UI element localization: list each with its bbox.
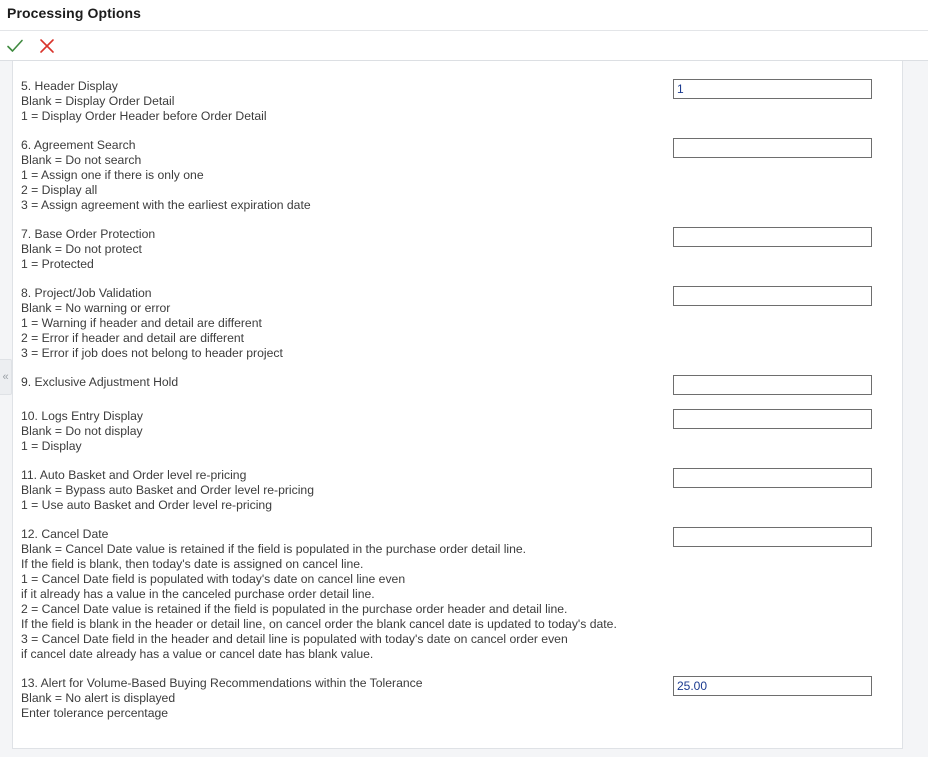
option-label-block (21, 375, 671, 390)
option-field-wrapper (673, 286, 872, 306)
option-description-line: 2 = Display all (21, 183, 98, 197)
form-toolbar (0, 31, 928, 61)
option-input-project-job-validation[interactable] (673, 286, 872, 306)
option-description-line: 1 = Assign one if there is only one (21, 168, 204, 182)
option-label-block (21, 286, 671, 361)
option-title: 11. Auto Basket and Order level re-pricing (21, 468, 247, 482)
window-titlebar (0, 0, 928, 31)
option-description-line: Blank = Do not search (21, 153, 142, 167)
option-description-line: 1 = Protected (21, 257, 94, 271)
option-description-line: 1 = Display (21, 439, 82, 453)
ok-button[interactable] (2, 33, 28, 59)
option-title: 12. Cancel Date (21, 527, 109, 541)
option-description-line: If the field is blank in the header or detail line, on cancel order the blank cancel date is updated to today's date. (21, 617, 617, 631)
option-description-line: 1 = Use auto Basket and Order level re-pricing (21, 498, 272, 512)
option-input-auto-basket-order-repricing[interactable] (673, 468, 872, 488)
option-label-block (21, 138, 671, 213)
option-label-block (21, 468, 671, 513)
option-field-wrapper (673, 138, 872, 158)
option-title: 7. Base Order Protection (21, 227, 156, 241)
option-input-logs-entry-display[interactable] (673, 409, 872, 429)
option-description-line: Blank = No alert is displayed (21, 691, 176, 705)
option-description-line: 2 = Error if header and detail are different (21, 331, 245, 345)
processing-option-row (13, 375, 903, 395)
option-description-line: Blank = Bypass auto Basket and Order level re-pricing (21, 483, 314, 497)
processing-option-row (13, 79, 903, 124)
option-description-line: If the field is blank, then today's date is assigned on cancel line. (21, 557, 364, 571)
option-description-line: 3 = Assign agreement with the earliest expiration date (21, 198, 311, 212)
option-label-block (21, 527, 671, 662)
cancel-button[interactable] (34, 33, 60, 59)
processing-options-form (13, 61, 903, 735)
option-title: 10. Logs Entry Display (21, 409, 143, 423)
option-description-line: if it already has a value in the canceled purchase order detail line. (21, 587, 375, 601)
option-description-line: Blank = No warning or error (21, 301, 171, 315)
option-field-wrapper (673, 227, 872, 247)
option-label-block (21, 409, 671, 454)
option-label-block (21, 227, 671, 272)
processing-option-row (13, 227, 903, 272)
option-field-wrapper (673, 527, 872, 547)
page-title: Processing Options (7, 5, 142, 21)
option-title: 8. Project/Job Validation (21, 286, 152, 300)
option-title: 13. Alert for Volume-Based Buying Recommendations within the Tolerance (21, 676, 423, 690)
chevron-double-left-icon: « (2, 370, 9, 383)
option-input-header-display[interactable] (673, 79, 872, 99)
option-label-block (21, 79, 671, 124)
option-description-line: 3 = Cancel Date field in the header and detail line is populated with today's date on cancel order even (21, 632, 568, 646)
processing-option-row (13, 138, 903, 213)
option-field-wrapper (673, 79, 872, 99)
processing-options-panel (12, 61, 903, 749)
option-description-line: Blank = Do not protect (21, 242, 142, 256)
option-input-exclusive-adjustment-hold[interactable] (673, 375, 872, 395)
option-description-line: 3 = Error if job does not belong to header project (21, 346, 283, 360)
processing-option-row (13, 409, 903, 454)
option-input-volume-based-buying-alert-tolerance[interactable] (673, 676, 872, 696)
option-description-line: Enter tolerance percentage (21, 706, 169, 720)
close-x-icon (37, 36, 57, 56)
processing-option-row (13, 468, 903, 513)
processing-option-row (13, 676, 903, 721)
option-description-line: 1 = Display Order Header before Order Detail (21, 109, 267, 123)
option-description-line: Blank = Display Order Detail (21, 94, 175, 108)
option-field-wrapper (673, 375, 872, 395)
option-title: 9. Exclusive Adjustment Hold (21, 375, 179, 389)
processing-option-row (13, 286, 903, 361)
option-input-agreement-search[interactable] (673, 138, 872, 158)
option-description-line: Blank = Cancel Date value is retained if the field is populated in the purchase order detail line. (21, 542, 527, 556)
option-field-wrapper (673, 409, 872, 429)
option-description-line: Blank = Do not display (21, 424, 143, 438)
option-description-line: if cancel date already has a value or cancel date has blank value. (21, 647, 374, 661)
option-title: 6. Agreement Search (21, 138, 136, 152)
checkmark-icon (5, 36, 25, 56)
option-description-line: 2 = Cancel Date value is retained if the field is populated in the purchase order header and detail line. (21, 602, 568, 616)
processing-option-row (13, 527, 903, 662)
panel-collapse-handle[interactable] (0, 359, 12, 395)
option-description-line: 1 = Warning if header and detail are different (21, 316, 262, 330)
option-title: 5. Header Display (21, 79, 118, 93)
option-description-line: 1 = Cancel Date field is populated with today's date on cancel line even (21, 572, 406, 586)
option-input-cancel-date[interactable] (673, 527, 872, 547)
option-label-block (21, 676, 671, 721)
option-field-wrapper (673, 676, 872, 696)
option-field-wrapper (673, 468, 872, 488)
option-input-base-order-protection[interactable] (673, 227, 872, 247)
